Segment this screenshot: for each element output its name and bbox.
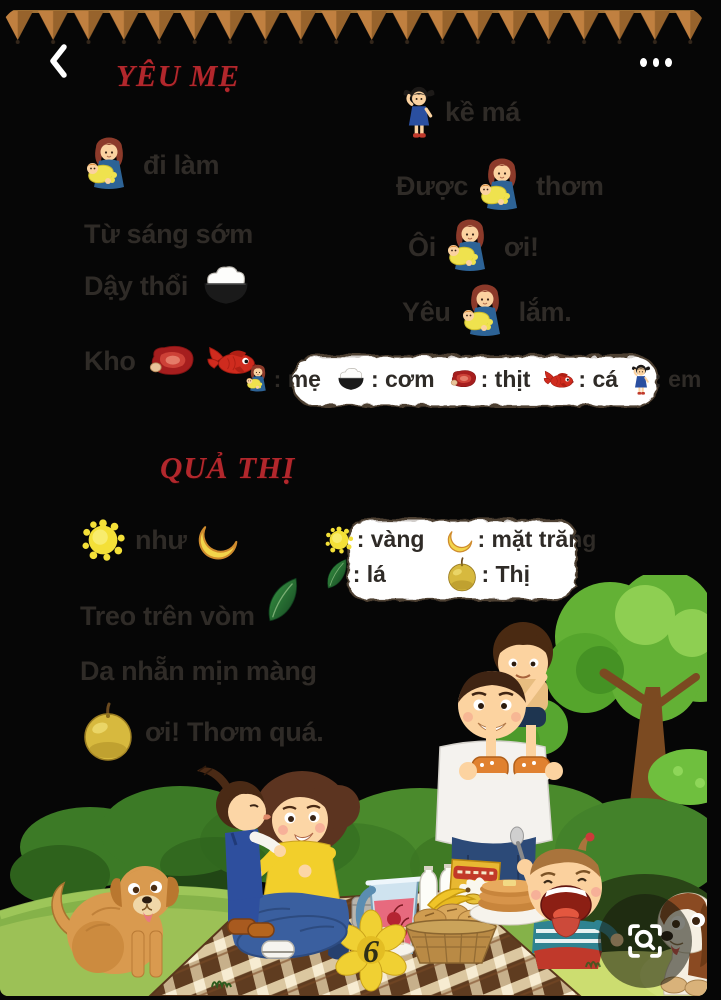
poem-text: ơi! [503, 231, 539, 262]
legend-item [631, 363, 701, 396]
legend-label: : Thị [481, 560, 530, 587]
rice-bowl-icon [197, 264, 255, 308]
legend-item [334, 366, 435, 393]
poem-line [84, 342, 258, 380]
dot-icon [653, 58, 660, 67]
poem-text: Được [396, 170, 469, 201]
poem-line [84, 136, 219, 194]
rice-bowl-icon [334, 367, 368, 392]
more-options-button[interactable] [634, 52, 678, 72]
poem-line [84, 264, 255, 308]
poem-text: đi làm [143, 149, 220, 180]
poem-title-yeu-me: YÊU MẸ [116, 58, 240, 93]
legend-item [448, 366, 531, 393]
page-number: 6 [363, 933, 379, 969]
legend-item [543, 366, 618, 393]
legend-label: : mẹ [273, 365, 321, 392]
mother-with-baby-icon [84, 136, 134, 194]
lens-search-button[interactable] [598, 894, 692, 988]
photo-card [0, 6, 707, 996]
mother-with-baby-icon [245, 363, 271, 395]
poem-line [84, 219, 253, 250]
fish-icon [543, 369, 575, 390]
poem-text: Treo trên vòm [80, 601, 255, 631]
meat-icon [145, 342, 197, 380]
legend-item [245, 363, 321, 395]
legend-label: : cơm [370, 365, 435, 392]
yellow-color-icon [80, 517, 126, 563]
legend-item [446, 526, 596, 554]
poem-text: như [135, 524, 187, 555]
dot-icon [665, 58, 672, 67]
legend-label: : thịt [480, 365, 531, 392]
legend-label: : em [654, 365, 702, 392]
legend-label: : cá [578, 365, 619, 392]
poem-title-qua-thi: QUẢ THỊ [160, 450, 296, 485]
back-chevron-icon [46, 43, 72, 79]
little-sister-icon [631, 363, 651, 396]
poem-text: ơi! Thơm quá. [145, 716, 324, 747]
back-button[interactable] [40, 40, 74, 84]
poem-text: Từ sáng sớm [84, 219, 253, 249]
poem-text: Dậy thổi [84, 270, 189, 301]
bunting-banner [0, 10, 707, 50]
poem-text: Yêu [402, 296, 451, 327]
poem-text: lắm. [518, 296, 572, 327]
mother-with-baby-icon [460, 283, 510, 341]
poem-line [80, 517, 240, 563]
legend-item [324, 525, 425, 555]
little-sister-icon [402, 84, 436, 140]
poem-text: Ôi [408, 231, 436, 262]
poem-line [402, 84, 520, 140]
mother-with-baby-icon [477, 157, 527, 215]
legend-box-yeu-me [273, 350, 702, 408]
meat-icon [448, 368, 478, 390]
mother-with-baby-icon [445, 218, 495, 276]
legend-label: : lá [352, 560, 386, 587]
legend-label: : vàng [356, 526, 425, 552]
poem-line [402, 283, 571, 341]
lens-search-icon [624, 920, 666, 962]
poem-line [396, 157, 604, 215]
dot-icon [640, 58, 647, 67]
poem-line [408, 218, 539, 276]
crescent-moon-icon [446, 526, 474, 554]
poem-text: Da nhẵn mịn màng [80, 656, 317, 686]
poem-text: kề má [445, 96, 521, 127]
crescent-moon-icon [196, 518, 240, 562]
legend-label: : mặt trăng [477, 526, 597, 552]
poem-text: Kho [84, 345, 136, 376]
yellow-color-icon [324, 525, 354, 555]
poem-text: thơm [536, 170, 604, 201]
